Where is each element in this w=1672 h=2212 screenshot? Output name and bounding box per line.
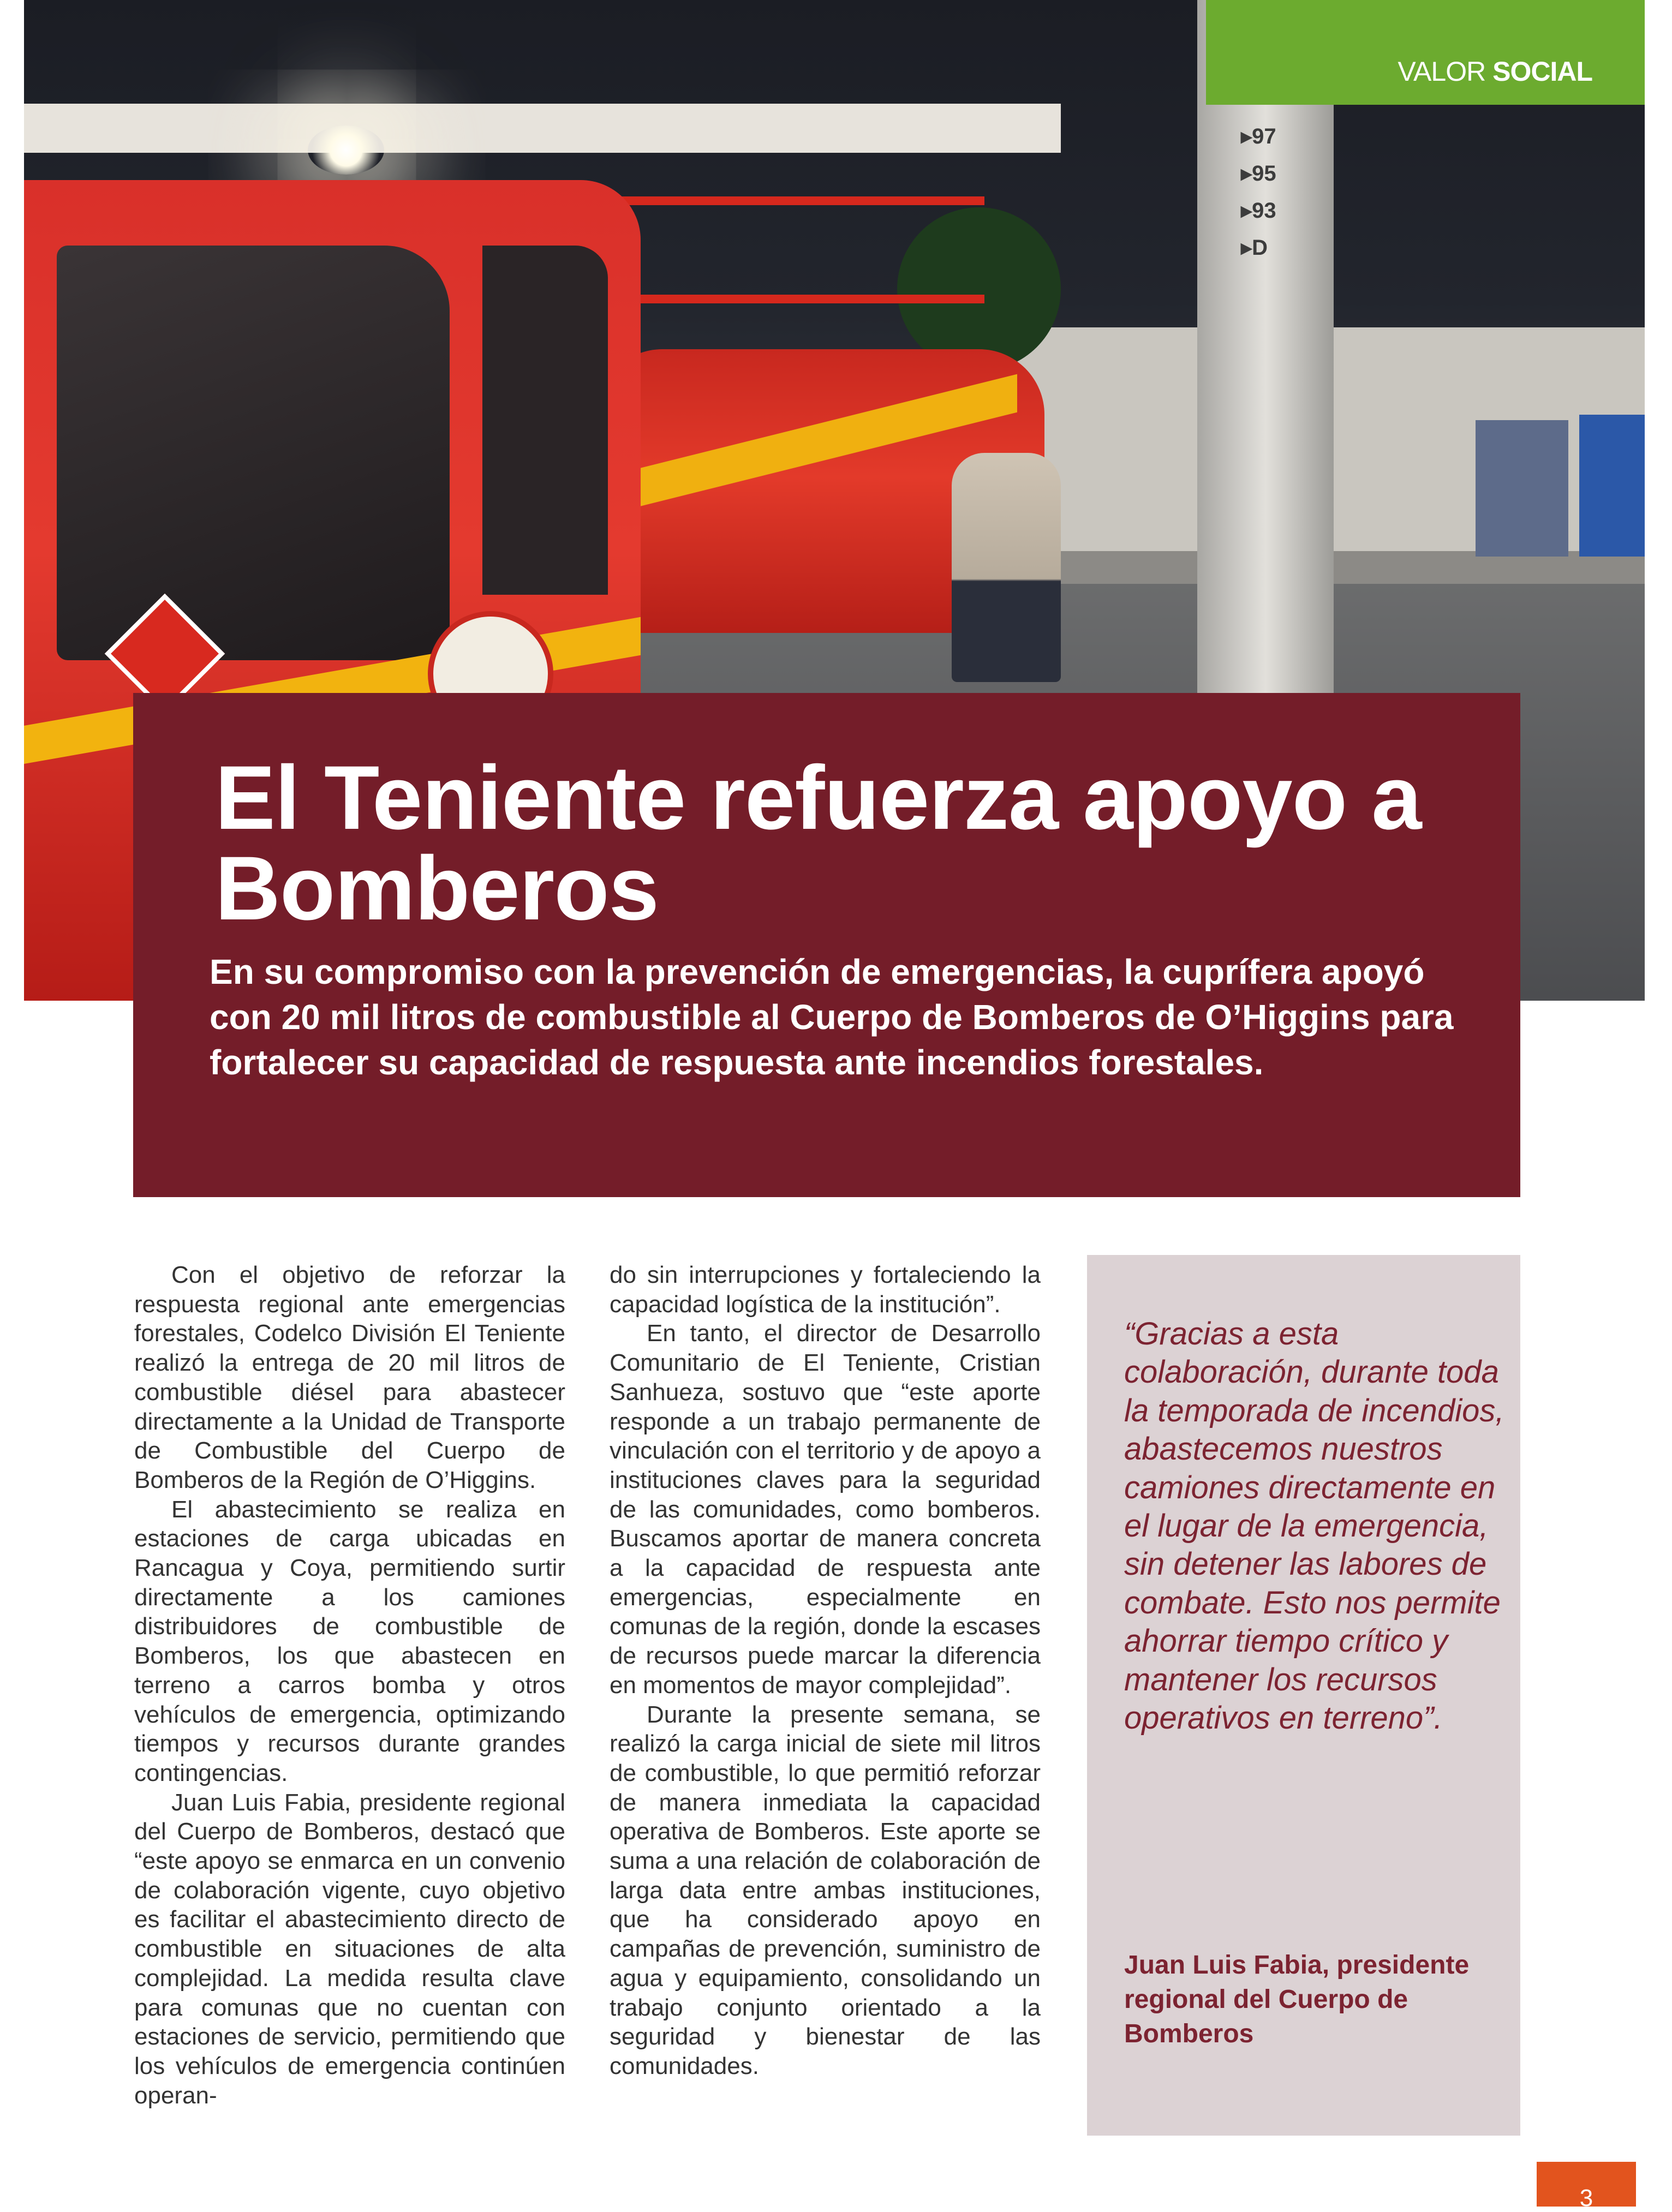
- body-column-1: [134, 1260, 565, 2110]
- page-number-badge: [1537, 2162, 1636, 2211]
- flood-light: [308, 125, 384, 175]
- fuel-grade-label: ▸93: [1241, 199, 1276, 223]
- body-paragraph: En tanto, el director de Desarrollo Comunitario de El Teniente, Cristian Sanhueza, sostuvo que “este aporte responde a un trabajo permanente de vinculación con el territorio y de apoyo a instituciones claves para la seguridad de las comunidades, como bomberos. Buscamos aportar de manera concreta a la capacidad de respuesta ante emergencias, especialmente en comunas de la región, donde la escases de recursos puede marcar la diferencia en momentos de mayor complejidad”.: [610, 1320, 1041, 1699]
- vending-machine: [1476, 420, 1568, 557]
- article-title: El Teniente refuerza apoyo a Bomberos: [215, 748, 1422, 939]
- truck-windshield: [57, 246, 450, 660]
- pull-quote-author: Juan Luis Fabia, presidente regional del Cuerpo de Bomberos: [1124, 1951, 1470, 2048]
- body-paragraph: Con el objetivo de reforzar la respuesta regional ante emergencias forestales, Codelco División El Teniente realizó la entrega de 20 mil litros de combustible diésel para abastecer directamente a la Unidad de Transporte de Combustible del Cuerpo de Bomberos de la Región de O’Higgins.: [134, 1262, 565, 1493]
- tree: [897, 207, 1061, 371]
- fuel-grade-labels: [1241, 118, 1306, 266]
- fuel-grade-label: ▸D: [1241, 236, 1268, 260]
- body-paragraph: do sin interrupciones y fortaleciendo la capacidad logística de la institución”.: [610, 1262, 1041, 1318]
- pull-quote-box: [1087, 1255, 1520, 2136]
- body-column-2: [610, 1260, 1041, 2081]
- section-label: [1398, 56, 1592, 87]
- headline-box: [133, 693, 1520, 1197]
- truck-rail: [570, 196, 984, 205]
- fuel-grade-label: ▸97: [1241, 124, 1276, 148]
- vending-machine: [1579, 415, 1645, 557]
- canopy: [24, 104, 1061, 153]
- fuel-pump-pillar: [1197, 0, 1334, 709]
- article-lead: En su compromiso con la prevención de emergencias, la cuprífera apoyó con 20 mil litros de combustible al Cuerpo de Bomberos de O’Higgins para fortalecer su capacidad de respuesta ante incendios forestales.: [210, 952, 1454, 1082]
- fuel-grade-label: ▸95: [1241, 162, 1276, 186]
- pull-quote-text: “Gracias a esta colaboración, durante toda la temporada de incendios, abastecemos nuestros camiones directamente en el lugar de la emergencia, sin detener las labores de combate. Esto nos permite ahorrar tiempo crítico y mantener los recursos operativos en terreno”.: [1124, 1316, 1504, 1736]
- section-label-light: VALOR: [1398, 56, 1493, 87]
- body-paragraph: Durante la presente semana, se realizó la carga inicial de siete mil litros de combustible, lo que permitió reforzar de manera inmediata la capacidad operativa de Bomberos. Este aporte se suma a una relación de colaboración de larga data entre ambas instituciones, que ha considerado apoyo en campañas de prevención, suministro de agua y equipamiento, consolidando un trabajo conjunto orientado a la seguridad y bienestar de las comunidades.: [610, 1701, 1041, 2079]
- section-label-bold: SOCIAL: [1492, 56, 1592, 87]
- section-tab: [1206, 0, 1645, 105]
- truck-door-window: [482, 246, 608, 595]
- firefighter: [952, 453, 1061, 682]
- body-paragraph: El abastecimiento se realiza en estaciones de carga ubicadas en Rancagua y Coya, permitiendo surtir directamente a los camiones distribuidores de combustible de Bomberos, los que abastecen en terreno a carros bomba y otros vehículos de emergencia, optimizando tiempos y recursos durante grandes contingencias.: [134, 1496, 565, 1786]
- page-number: 3: [1579, 2185, 1593, 2211]
- body-paragraph: Juan Luis Fabia, presidente regional del Cuerpo de Bomberos, destacó que “este apoyo se enmarca en un convenio de colaboración vigente, cuyo objetivo es facilitar el abastecimiento directo de combustible en situaciones de alta complejidad. La medida resulta clave para comunas que no cuentan con estaciones de servicio, permitiendo que los vehículos de emergencia continúen operan-: [134, 1789, 565, 2109]
